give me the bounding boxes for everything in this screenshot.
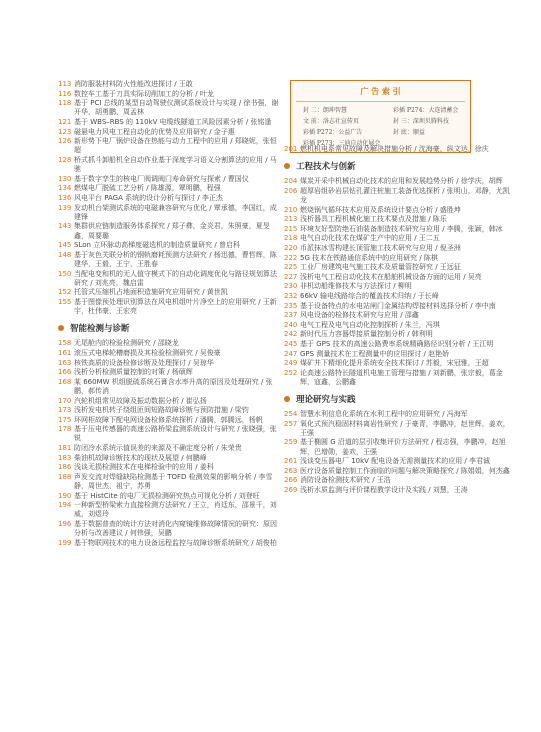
entry-title: 一种新型桥梁索力直接检测方法研究 / 王立，肖廷东，邵景千，刘威，刘煜玲	[74, 501, 277, 519]
page-number: 158	[58, 339, 72, 348]
entry-title: 燃烧锅气循环技术应用及系统设计要点分析 / 盛胜坤	[300, 205, 461, 214]
page-number: 181	[58, 444, 72, 453]
index-entry	[58, 416, 282, 425]
ad-index-row	[291, 116, 470, 127]
entry-title: 风电设备的检修技术研究与应用 / 邵鑫	[300, 311, 419, 320]
entry-title: 非机动船维修技术与方法探讨 / 柳明	[300, 282, 412, 291]
page-number: 247	[284, 349, 298, 358]
index-entry	[58, 492, 282, 501]
page-number: 259	[284, 438, 298, 447]
page-number: 139	[58, 203, 72, 212]
page-number: 252	[284, 368, 298, 377]
page-number: 215	[284, 224, 298, 233]
entry-title: 煤炭开采中机械自动化技术的应用和发展趋势分析 / 徐学庆，胡辉	[300, 177, 503, 186]
index-entry	[58, 463, 282, 472]
page-number: 134	[58, 184, 72, 193]
page-number: 254	[284, 410, 298, 419]
entry-title: GPS 测量技术在工程测量中的应用探讨 / 赵艳娇	[300, 349, 450, 358]
entry-title: 基于压电传感器的高速公路桥梁监测系统设计与研究 / 张晓强，张锐	[74, 425, 277, 443]
page-number: 136	[58, 193, 72, 202]
entry-title: 托管式压缩机占地面积造施研究应用研究 / 黄世凯	[74, 288, 228, 297]
section-bullet-icon	[284, 163, 290, 169]
page-number: 168	[58, 377, 72, 386]
ad-index-cell: 文 前：洛志社宣传页	[303, 118, 359, 125]
section-title: 智能检测与诊断	[70, 324, 130, 335]
page-number: 163	[58, 358, 72, 367]
index-entry	[58, 539, 282, 548]
page-number: 232	[284, 291, 298, 300]
index-entry	[284, 457, 512, 466]
page-number: 227	[284, 272, 298, 281]
section-heading-theory	[284, 393, 512, 405]
index-entry	[58, 288, 282, 297]
page-number: 143	[58, 222, 72, 231]
entry-title: 滚压式电梯轮槽磨损及其检验检测研究 / 吴俊豪	[74, 348, 221, 357]
entry-title: 基于 HistCite 的电厂无损检测研究热点可视化分析 / 刘登旺	[74, 491, 260, 500]
ad-index-row	[291, 127, 470, 138]
page-number: 269	[284, 486, 298, 495]
left-entry-list-a	[58, 80, 282, 316]
page-number: 213	[284, 215, 298, 224]
entry-title: 基于 PCI 总线的某型自动驾驶仪测试系统设计与实现 / 徐书强，谢开华，胡勇鹏，周孟林	[74, 99, 279, 117]
page-number: 249	[284, 359, 298, 368]
entry-title: 基于数字孪生的核电厂阀调阀门寿命研究与探索 / 曹国仪	[74, 174, 249, 183]
page-number: 190	[58, 491, 72, 500]
index-entry	[284, 340, 512, 349]
index-entry	[58, 270, 282, 288]
page-number: 240	[284, 320, 298, 329]
page-number: 261	[284, 457, 298, 466]
index-entry	[58, 156, 282, 174]
left-entry-list-b	[58, 339, 282, 548]
index-entry	[284, 244, 512, 253]
entry-title: 当配电变和机的无人值守模式下的自动化调度优化与路径规划算法研究 / 刘兆亮，魏启雷	[74, 269, 277, 287]
page-number: 242	[284, 330, 298, 339]
page-number: 201	[284, 145, 298, 153]
page-number: 145	[58, 241, 72, 250]
entry-title: 煤矿井下精细化提升系统安全技术探讨 / 苏毅，宋冠雅，王超	[300, 359, 489, 368]
index-entry	[284, 311, 512, 320]
page-number: 225	[284, 263, 298, 272]
ad-index-cell: 彩插 P272：公益广告	[303, 129, 363, 136]
index-entry	[284, 145, 512, 154]
index-entry	[284, 302, 512, 311]
index-entry	[284, 486, 512, 495]
entry-title: 燃煤电厂脱硫工艺分析 / 陈雄源，覃明鹏，程强	[74, 184, 221, 193]
entry-title: 发动机台架测试系统的电磁兼容研究与优化 / 覃承德，李国红，成建锋	[74, 203, 277, 221]
page-number: 235	[284, 301, 298, 310]
entry-title: 66kV 输电线路综合的覆盖技术归纳 / 于长峰	[300, 291, 439, 300]
index-entry	[58, 80, 282, 89]
page-number: 148	[58, 250, 72, 259]
index-entry	[284, 234, 512, 243]
entry-title: 声发交流对焊缝缺陷检测基于 TOFD 检测效果的影响分析 / 李雪静，周世杰，祖宁，苏勇	[74, 472, 273, 491]
entry-title: 基于 GPS 技术的高速公路费率系统精确路径识别分析 / 王江明	[300, 339, 494, 348]
index-entry	[58, 454, 282, 463]
index-entry	[284, 273, 512, 282]
ad-index-rows	[291, 105, 470, 149]
page-number: 116	[58, 89, 72, 98]
entry-title: 汽轮机组常见故障及振动数据分析 / 崔弘扬	[74, 396, 207, 405]
index-entry	[58, 444, 282, 453]
right-column	[284, 145, 512, 496]
page-number: 186	[58, 463, 72, 472]
index-entry	[284, 359, 512, 368]
index-entry	[58, 128, 282, 137]
index-entry	[58, 251, 282, 269]
page-number: 230	[284, 282, 298, 291]
index-entry	[284, 410, 512, 419]
entry-title: 基于 WBS–RBS 的 110kV 电缆线隧道工风险因素分析 / 张铭逢	[74, 117, 272, 126]
index-entry	[58, 90, 282, 99]
index-entry	[58, 473, 282, 491]
ad-index-cell: 封 底：顺益	[393, 129, 425, 136]
section-heading-engineering	[284, 160, 512, 172]
index-entry	[58, 99, 282, 117]
index-entry	[58, 339, 282, 348]
entry-title: 基于图像预处理识别算法在风电机组叶片净空上的应用研究 / 王新宇，杜伟豪，王宏亮	[74, 297, 277, 316]
index-entry	[284, 467, 512, 476]
page-number: 194	[58, 501, 72, 510]
index-entry	[284, 282, 512, 291]
page-number: 155	[58, 297, 72, 306]
index-entry	[58, 137, 282, 155]
page-number: 150	[58, 269, 72, 278]
ad-index-cell: 彩插 P274：大连清蓄会	[393, 107, 459, 114]
ad-index-box	[290, 80, 471, 153]
page-number: 210	[284, 205, 298, 214]
entry-title: 防闭冷水系统示值误差的来源及不确定度分析 / 朱荣贵	[74, 444, 242, 453]
index-entry	[284, 254, 512, 263]
page-number: 130	[58, 174, 72, 183]
ad-index-divider	[296, 101, 465, 102]
index-entry	[58, 425, 282, 443]
entry-title: 浅析水质监测与评价课程教学设计及实践 / 刘慧，王涛	[300, 486, 468, 495]
right-entry-list-a	[284, 145, 512, 154]
entry-title: 浅析发电机转子绕组匝间短路故障诊断与预防措施 / 梁钧	[74, 406, 249, 415]
entry-title: 风电平台 PAGA 系统的设计分析与探讨 / 李正杰	[74, 193, 223, 202]
entry-title: 集群供应链制造服务体系探究 / 郑子彝，金炎君，朱照豪，夏旻鑫，周要璐	[74, 222, 270, 240]
page-number: 128	[58, 155, 72, 164]
index-entry	[284, 215, 512, 224]
entry-title: 环网柜故障下配电网设备检修系统探析 / 潘腾，郭腾远，杨帆	[74, 415, 263, 424]
page-number: 263	[284, 466, 298, 475]
index-entry	[284, 476, 512, 485]
entry-title: 电气自动化技术在煤矿生产中的应用 / 王二五	[300, 234, 440, 243]
page-number: 183	[58, 453, 72, 462]
page-number: 257	[284, 419, 298, 428]
index-entry	[284, 350, 512, 359]
page-number: 161	[58, 348, 72, 357]
entry-title: 医疗设备质量控制工作面临的问题与解决策略探究 / 陈娟娟，何杰鑫	[300, 466, 510, 475]
entry-title: 浅析器具工程机械化施工技术要点及措施 / 陈乐	[300, 215, 447, 224]
entry-title: 超厚岩组砂岩层钻孔灌注桩施工装备优选探析 / 张明山，邓静，尤凯龙	[300, 186, 510, 204]
entry-title: 基于设备特点的水电站闸门金属结构焊接材料选择分析 / 李中南	[300, 301, 496, 310]
page-number: 206	[284, 186, 298, 195]
entry-title: 工业厂房建筑电气施工技术及质量管控研究 / 王远征	[300, 263, 461, 272]
entry-title: 柴油机故障诊断技术的现状及展望 / 何鹏峰	[74, 453, 207, 462]
index-entry	[284, 330, 512, 339]
left-column	[58, 80, 282, 548]
entry-title: 新形势下电厂锅炉设备在热能与动力工程中的应用 / 郑晓妮，张恒超	[74, 137, 277, 155]
entry-title: 浅析电气工程自动化技术在船舶机械设备方面的运用 / 吴亮	[300, 272, 482, 281]
index-entry	[58, 222, 282, 240]
section-heading-intelligent-detection	[58, 322, 282, 334]
entry-title: 氧化式预汽稳固材料离岩性研究 / 于豪青，李鹏冲，赵世辉，姜欢，王强	[300, 419, 510, 437]
index-entry	[284, 321, 512, 330]
entry-title: 币派抹冰雪构建长顶管施工技术研究与应用 / 倪圣洲	[300, 243, 461, 252]
page-number: 173	[58, 406, 72, 415]
entry-title: 新时代压力容器焊接质量控制分析 / 韩利明	[300, 330, 433, 339]
entry-title: 智慧水利信息化系统在水利工程中的应用研究 / 冯海军	[300, 410, 468, 419]
page-number: 170	[58, 396, 72, 405]
index-entry	[58, 397, 282, 406]
page-number: 199	[58, 538, 72, 547]
page-number: 237	[284, 311, 298, 320]
index-entry	[58, 175, 282, 184]
entry-title: 消防设备检测技术研究 / 王浩	[300, 476, 391, 485]
page-number: 222	[284, 253, 298, 262]
entry-title: 无尾舱内的检验检测研究 / 邵晓龙	[74, 339, 179, 348]
page-number: 121	[58, 117, 72, 126]
page-number: 113	[58, 80, 72, 88]
index-entry	[58, 501, 282, 519]
page-number: 188	[58, 472, 72, 481]
index-entry	[284, 292, 512, 301]
index-entry	[284, 187, 512, 205]
entry-title: 燃机机电系常见故障及解决措施分析 / 沈海豪，纵文达，徐庆	[300, 145, 489, 153]
ad-index-title: 广 告 索 引	[360, 87, 401, 96]
index-entry	[284, 177, 512, 186]
entry-title: 基于灰色关联分析的钢轨磨耗预测方法研究 / 杨迅德，曹哲辉，陈建华，王毅，王宁，王胜春	[74, 250, 277, 268]
page-number: 218	[284, 234, 298, 243]
ad-index-row	[291, 105, 470, 116]
index-entry	[58, 118, 282, 127]
index-entry	[58, 204, 282, 222]
index-entry	[284, 420, 512, 438]
page-number: 118	[58, 99, 72, 108]
index-entry	[58, 298, 282, 316]
entry-title: 某 660MW 机组脱硫系统石膏含水率升高的原因及处理研究 / 张鹏，郝传消	[74, 377, 273, 395]
page-number: 175	[58, 415, 72, 424]
entry-title: 磁悬电力风电工程自动化的优势及应用研究 / 金子惠	[74, 127, 235, 136]
index-entry	[284, 225, 512, 234]
section-bullet-icon	[284, 396, 290, 402]
page-number: 196	[58, 520, 72, 529]
index-entry	[58, 194, 282, 203]
entry-title: 5G 技术在铁路通信系统中的应用研究 / 陈棋	[300, 253, 438, 262]
index-entry	[58, 520, 282, 538]
ad-index-cell: 封 二：朗坤智慧	[303, 107, 347, 114]
entry-title: 环境友好型防绝石油装备制造技术研究与应用 / 李腾，张颖，韩冰	[300, 224, 503, 233]
entry-title: 浅谈变压器电厂 10kV 配电设备无需测量技术的应用 / 李君诚	[300, 457, 491, 466]
index-entry	[58, 349, 282, 358]
page-number: 123	[58, 127, 72, 136]
page-number: 266	[284, 476, 298, 485]
index-entry	[58, 184, 282, 193]
index-entry	[58, 406, 282, 415]
entry-title: 论高速公路特长隧道机电施工管理与措施 / 刘新鹏，张宗毅，葛金辉，寇鑫，公鹏鑫	[300, 368, 503, 386]
index-entry	[58, 359, 282, 368]
page-number: 204	[284, 177, 298, 186]
right-entry-list-c	[284, 410, 512, 495]
page-number: 166	[58, 368, 72, 377]
section-title: 理论研究与实践	[296, 395, 356, 406]
section-bullet-icon	[58, 325, 64, 331]
section-title: 工程技术与创新	[296, 162, 356, 173]
entry-title: 消防服装材料防火性能改进探讨 / 王敢	[74, 80, 193, 88]
entry-title: SLon 立环脉动高梯度磁选机的制造质量研究 / 曾启科	[74, 241, 240, 250]
index-entry	[58, 368, 282, 377]
index-entry	[58, 378, 282, 396]
page-number: 126	[58, 137, 72, 146]
page-number: 220	[284, 243, 298, 252]
ad-index-cell: 彩插 P273：三迪自动化展会	[303, 140, 381, 147]
entry-title: 基于椭圆 G 沿道的层引收集评价方法研究 / 程志强，李鹏冲，赵旭辉，巴增勋，姜欢，王强	[300, 438, 506, 456]
index-entry	[284, 369, 512, 387]
entry-title: 桥式抓斗卸船机全自动作业基于深度学习语义分割算法的应用 / 马驰	[74, 155, 277, 174]
entry-title: 电气工程及电气自动化控制探析 / 朱兰，冯琪	[300, 320, 440, 329]
entry-title: 基于数据普查的统计方法对消化内窥镜维修故障情况的研究：原因分析与改善建议 / 何伟强，吴鹏	[74, 520, 277, 538]
entry-title: 基于物联网技术的电力设备远程监控与故障诊断系统研究 / 胡俊柏	[74, 538, 277, 547]
entry-title: 浅析分析检测质量控制的对策 / 杨硕辉	[74, 368, 193, 377]
index-entry	[284, 206, 512, 215]
index-entry	[58, 241, 282, 250]
index-entry	[284, 438, 512, 456]
page-number: 178	[58, 425, 72, 434]
page-number: 245	[284, 339, 298, 348]
page-number: 152	[58, 288, 72, 297]
index-entry	[284, 263, 512, 272]
entry-title: 核铁高质的设备检修诊断及处理探讨 / 吴琼华	[74, 358, 214, 367]
ad-index-cell: 封 三：深圳贝腾科技	[393, 118, 449, 125]
right-entry-list-b	[284, 177, 512, 387]
entry-title: 数控车工基于刀具实际切削加工的分析 / 叶龙	[74, 89, 214, 98]
entry-title: 浅谈无损检测技术在电梯检验中的应用 / 姜科	[74, 463, 214, 472]
